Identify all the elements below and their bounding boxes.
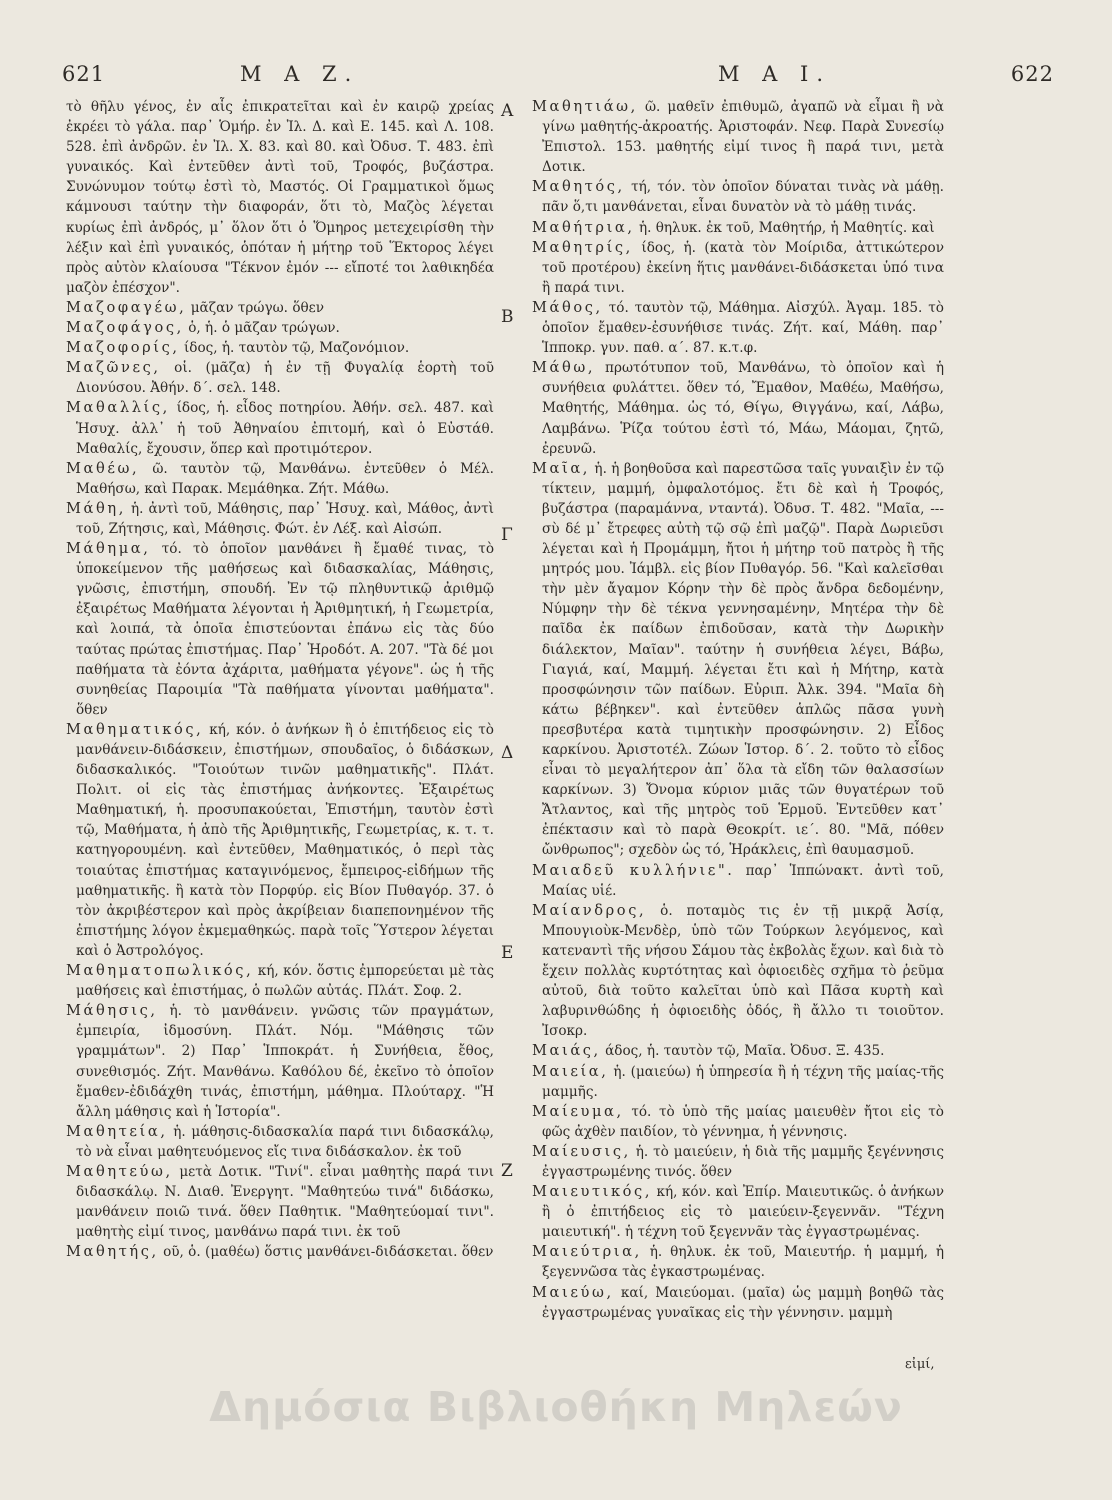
dictionary-entry (532, 238, 944, 298)
dictionary-entry (66, 539, 494, 720)
entry-headword: Μαθητρίς, (532, 238, 633, 256)
entry-definition: ἡ. θηλυκ. ἐκ τοῦ, Μαιευτήρ. ἡ μαμμή, ἡ ξεγεννῶσα τὰς ἐγκαστρωμένας. (542, 1244, 944, 1281)
entry-definition: ὁ, ἡ. ὁ μᾶζαν τρώγων. (188, 320, 340, 337)
gutter-letter: Ε (501, 943, 514, 963)
entry-headword: Μαθητεία, (66, 1122, 168, 1140)
right-page-number: 622 (1010, 62, 1054, 86)
left-running-head: Μ Α Ζ. (240, 62, 360, 86)
entry-headword: Μάθη, (66, 499, 126, 517)
dictionary-entry (532, 177, 944, 217)
entry-definition: ἡ. (μαιεύω) ἡ ὑπηρεσία ἢ ἡ τέχνη τῆς μαίας-τῆς μαμμῆς. (542, 1063, 944, 1100)
entry-definition: τή, τόν. τὸν ὁποῖον δύναται τινὰς νὰ μάθῃ. πᾶν ὅ,τι μανθάνεται, εἶναι δυνατὸν νὰ τὸ μάθῃ τινάς. (542, 179, 944, 216)
dictionary-entry (532, 97, 944, 177)
entry-headword: Μαθηματικός, (66, 720, 204, 738)
dictionary-entry (532, 218, 944, 238)
gutter-letters (497, 97, 527, 1497)
dictionary-entry (66, 398, 494, 458)
entry-headword: Μάθω, (532, 359, 596, 377)
entry-headword: Μαίανδρος, (532, 901, 647, 919)
entry-definition: ῶ. μαθεῖν ἐπιθυμῶ, ἀγαπῶ νὰ εἶμαι ἢ νὰ γίνω μαθητής-ἀκροατής. Ἀριστοφάν. Νεφ. Παρὰ Συνεσίῳ Ἐπιστολ. 153. μαθητής εἰμί τινος ἢ παρά τινι, μετὰ Δοτικ. (542, 99, 944, 176)
dictionary-entry (66, 318, 494, 338)
entry-headword: Μάθος, (532, 298, 603, 316)
dictionary-entry (66, 1242, 494, 1262)
entry-headword: Μαιαδεῦ κυλλήνιε". (532, 861, 735, 879)
dictionary-entry (66, 298, 494, 318)
entry-headword: Μαζοφορίς, (66, 339, 180, 357)
gutter-letter: Α (501, 101, 514, 121)
continued-entry-text: τὸ θῆλυ γένος, ἐν αἷς ἐπικρατεῖται καὶ ἐν καιρῷ χρείας ἐκρέει τὸ γάλα. παρ᾽ Ὁμήρ. ἐν Ἰλ. Δ. καὶ Ε. 145. καὶ Λ. 108. 528. ἐπὶ ἀνδρῶν. ἐν Ἰλ. Χ. 83. καὶ 80. καὶ Ὀδυσ. Τ. 483. ἐπὶ γυναικός. Καὶ ἐντεῦθεν ἀντὶ τοῦ, Τροφός, βυζάστρα. Συνώνυμον τούτῳ ἐστὶ τὸ, Μαστός. Οἱ Γραμματικοὶ ὅμως κάμνουσι ταύτην τὴν διαφοράν, ὅτι τὸ, Μαζὸς λέγεται κυρίως ἐπὶ ἀνδρός, μ᾽ ὅλον ὅτι ὁ Ὅμηρος μετεχειρίσθη τὴν λέξιν καὶ ἐπὶ γυναικός, ὁπόταν ἡ μήτηρ τοῦ Ἕκτορος λέγει πρὸς αὐτὸν κλαίουσα "Τέκνον ἐμόν --- εἴποτέ τοι λαθικηδέα μαζὸν ἐπέσχον". (66, 99, 494, 296)
dictionary-entry (66, 358, 494, 398)
entry-definition: τό. τὸ ὑπὸ τῆς μαίας μαιευθὲν ἤτοι εἰς τὸ φῶς ἀχθὲν παιδίον, τὸ γέννημα, ἡ γέννησις. (542, 1103, 944, 1140)
entry-definition: ίδος, ἡ. ταυτὸν τῷ, Μαζονόμιον. (183, 340, 410, 357)
entry-definition: καί, Μαιεύομαι. (μαῖα) ὡς μαμμὴ βοηθῶ τὰς ἐγγαστρωμένας γυναῖκας εἰς τὴν γέννησιν. μαμμὴ (542, 1284, 944, 1321)
entry-headword: Μαθητιάω, (532, 98, 638, 115)
entry-headword: Μαιεύω, (532, 1283, 614, 1301)
left-page-number: 621 (62, 62, 106, 86)
entry-headword: Μαιάς, (532, 1042, 601, 1060)
entry-headword: Μαθητεύω, (66, 1162, 173, 1180)
dictionary-entry (532, 901, 944, 1042)
entry-headword: Μαζοφαγέω, (66, 298, 187, 316)
dictionary-entry (532, 1062, 944, 1102)
entry-headword: Μαζοφάγος, (66, 319, 184, 337)
dictionary-entry (66, 1162, 494, 1242)
entry-definition: ίδος, ἡ. (κατὰ τὸν Μοίριδα, ἀττικώτερον τοῦ προτέρου) ἐκείνη ἥτις μανθάνει-διδάσκεται ὑπό τινα ἢ παρά τινι. (542, 239, 944, 296)
entry-headword: Μαθητός, (532, 178, 625, 196)
entry-definition: άδος, ἡ. ταυτὸν τῷ, Μαῖα. Ὀδυσ. Ξ. 435. (605, 1043, 885, 1060)
entry-headword: Μαθητής, (66, 1243, 159, 1261)
entry-headword: Μαθέω, (66, 459, 140, 477)
dictionary-entry (66, 499, 494, 539)
entry-definition: οῦ, ὁ. (μαθέω) ὅστις μανθάνει-διδάσκεται. ὅθεν (163, 1244, 494, 1261)
dictionary-entry (532, 1102, 944, 1142)
entry-headword: Μαζῶνες, (66, 359, 161, 377)
left-column (66, 97, 494, 1262)
entry-definition: ὁ. ποταμὸς τις ἐν τῇ μικρᾷ Ἀσίᾳ, Μπουγιοὺκ-Μενδὲρ, ὑπὸ τῶν Τούρκων λεγόμενος, καὶ κατεναντὶ τῆς νήσου Σάμου τὰς ἐκβολὰς ἔχων. καὶ διὰ τὸ ἔχειν πολλὰς κυρτότητας καὶ ὀφιοειδὲς σχῆμα τὸ ῥεῦμα αὐτοῦ, διὰ τοῦτο καλεῖται ὑπὸ καὶ Πᾶσα κυρτὴ καὶ λαβυρινθώδης ἡ ὀφιοειδὴς ὁδός, ἢ ἄλλο τι τοιοῦτον. Ἰσοκρ. (542, 902, 945, 1040)
entry-headword: Μαιευτικός, (532, 1183, 653, 1201)
entry-definition: τό. ταυτὸν τῷ, Μάθημα. Αἰσχύλ. Ἀγαμ. 185. τὸ ὁποῖον ἔμαθεν-ἐσυνήθισε τινάς. Ζήτ. καί, Μάθη. παρ᾽ Ἱπποκρ. γυν. παθ. α΄. 87. κ.τ.φ. (542, 299, 944, 357)
gutter-letter: Δ (501, 743, 514, 763)
dictionary-entry (532, 1242, 944, 1282)
entry-definition: κή, κόν. ὅστις ἐμπορεύεται μὲ τὰς μαθήσεις καὶ ἐπιστήμας, ὁ πωλῶν αὐτάς. Πλάτ. Σοφ. 2. (76, 963, 494, 1000)
entry-definition: ἡ. ἀντὶ τοῦ, Μάθησις, παρ᾽ Ἡσυχ. καὶ, Μάθος, ἀντὶ τοῦ, Ζήτησις, καὶ, Μάθησις. Φώτ. ἐν Λέξ. καὶ Αἰσώπ. (76, 500, 494, 537)
dictionary-entry (532, 861, 944, 901)
dictionary-entry (66, 459, 494, 499)
entry-definition: ῶ. ταυτὸν τῷ, Μανθάνω. ἐντεῦθεν ὁ Μέλ. Μαθήσω, καὶ Παρακ. Μεμάθηκα. Ζήτ. Μάθω. (76, 460, 494, 497)
entry-headword: Μάθησις, (66, 1002, 158, 1020)
dictionary-entry (66, 1122, 494, 1162)
dictionary-entry (66, 1001, 494, 1122)
entry-definition: κή, κόν. ὁ ἀνήκων ἢ ὁ ἐπιτήδειος εἰς τὸ μανθάνειν-διδάσκειν, ἐπιστήμων, σπουδαῖος, ὁ διδάσκων, διδασκαλικός. "Τοιούτων τινῶν μαθηματικῆς". Πλάτ. Πολιτ. οἱ εἰς τὰς ἐπιστήμας ἀνήκοντες. Ἐξαιρέτως Μαθηματική, ἡ. προσυπακούεται, Ἐπιστήμη, ταυτὸν ἐστὶ τῷ, Μαθήματα, ἡ ἀπὸ τῆς Ἀριθμητικῆς, Γεωμετρίας, κ. τ. τ. κατηγορουμένη. καὶ ἐντεῦθεν, Μαθηματικός, ὁ περὶ τὰς τοιαύτας ἐπιστήμας καταγινόμενος, ἔμπειρος-εἰδήμων τῆς μαθηματικῆς. ἢ κατὰ τὸν Πορφύρ. εἰς Βίον Πυθαγόρ. 37. ὁ τὸν ἀκριβέστερον καὶ πρὸς ἀκρίβειαν διαπεπονημένον τῆς ἐπιστήμης λόγον ἐκμεμαθηκώς. παρὰ τοῖς Ὕστερον λέγεται καὶ ὁ Ἀστρολόγος. (76, 721, 494, 959)
entry-definition: μᾶζαν τρώγω. ὅθεν (190, 299, 324, 316)
dictionary-entry (532, 298, 944, 358)
entry-headword: Μαθηματοπωλικός, (66, 962, 254, 980)
entry-definition: ίδος, ἡ. εἶδος ποτηρίου. Ἀθήν. σελ. 487. καὶ Ἡσυχ. ἀλλ᾽ ἡ τοῦ Ἀθηναίου ἐπιτομή, καὶ ὁ Εὐστάθ. Μαθαλίς, ἔχουσιν, ὅπερ καὶ προτιμότερον. (76, 400, 494, 457)
entry-definition: ἡ. τὸ μαιεύειν, ἡ διὰ τῆς μαμμῆς ξεγέννησις ἐγγαστρωμένης τινός. ὅθεν (542, 1143, 944, 1180)
entry-headword: Μάθημα, (66, 540, 151, 558)
dictionary-entry (66, 720, 494, 961)
dictionary-entry (532, 459, 944, 861)
page-header (62, 62, 1054, 96)
dictionary-entry (66, 338, 494, 358)
entry-headword: Μαιεύτρια, (532, 1243, 642, 1261)
gutter-letter: Ζ (501, 1161, 513, 1181)
gutter-letter: Γ (501, 525, 513, 545)
right-column (532, 97, 944, 1323)
entry-definition: πρωτότυπον τοῦ, Μανθάνω, τὸ ὁποῖον καὶ ἡ συνήθεια φυλάττει. ὅθεν τό, Ἔμαθον, Μαθέω, Μαθήσω, Μαθητής, Μάθημα. ὡς τό, Θίγω, Θιγγάνω, καί, Λάβω, Λαμβάνω. Ῥίζα τούτου ἐστὶ τό, Μάω, Μάομαι, ζητῶ, ἐρευνῶ. (542, 360, 944, 457)
entry-headword: Μαίευμα, (532, 1102, 624, 1120)
entry-headword: Μαῖα, (532, 459, 591, 477)
gutter-letter: Β (501, 307, 514, 327)
dictionary-entry (532, 1283, 944, 1323)
entry-headword: Μαθαλλίς, (66, 399, 170, 417)
entry-definition: ἡ. ἡ βοηθοῦσα καὶ παρεστῶσα ταῖς γυναιξὶν ἐν τῷ τίκτειν, μαμμή, ὀμφαλοτόμος. ἔτι δὲ καὶ ἡ Τροφός, βυζάστρα (παραμάννα, νταντά). Ὀδυσ. Τ. 482. "Μαῖα, --- σὺ δέ μ᾽ ἔτρεφες αὐτὴ τῷ σῷ ἐπὶ μαζῷ". Παρὰ Δωριεῦσι λέγεται καὶ ἡ Προμάμμη, ἤτοι ἡ μήτηρ τοῦ πατρὸς ἢ τῆς μητρός μου. Ἰάμβλ. εἰς βίον Πυθαγόρ. 56. "Καὶ καλεῖσθαι τὴν μὲν ἄγαμον Κόρην τὴν δὲ πρὸς ἄνδρα δεδομένην, Νύμφην τὴν δὲ τέκνα γεννησαμένην, Μητέρα τὴν δὲ παῖδα ἐκ παίδων ἐπιδοῦσαν, κατὰ τὴν Δωρικὴν διάλεκτον, Μαῖαν". ταύτην ἡ συνήθεια λέγει, Βάβω, Γιαγιά, καί, Μαμμή. λέγεται ἔτι καὶ ἡ Μήτηρ, κατὰ προσφώνησιν τῶν παίδων. Εὐριπ. Ἀλκ. 394. "Μαῖα δὴ κάτω βέβηκεν". καὶ ἐντεῦθεν ἁπλῶς πᾶσα γυνὴ πρεσβυτέρα κατὰ τιμητικὴν προσφώνησιν. 2) Εἶδος καρκίνου. Ἀριστοτέλ. Ζώων Ἱστορ. δ΄. 2. τοῦτο τὸ εἶδος εἶναι τὸ μεγαλήτερον ἀπ᾽ ὅλα τὰ εἴδη τῶν θαλασσίων καρκίνων. 3) Ὄνομα κύριον μιᾶς τῶν θυγατέρων τοῦ Ἄτλαντος, καὶ τῆς μητρὸς τοῦ Ἑρμοῦ. Ἐντεῦθεν κατ᾽ ἐπέκτασιν καὶ τὸ παρὰ Θεοκρίτ. ιε΄. 80. "Μᾶ, πόθεν ὤνθρωπος"; σχεδὸν ὡς τό, Ἡράκλεις, ἐπὶ θαυμασμοῦ. (542, 460, 944, 859)
dictionary-entry (532, 1182, 944, 1242)
entry-headword: Μαιεία, (532, 1062, 609, 1080)
entry-definition: ἡ. μάθησις-διδασκαλία παρά τινι διδασκάλῳ, τὸ νὰ εἶναι μαθητευόμενος εἴς τινα διδάσκαλον. ἐκ τοῦ (76, 1123, 494, 1160)
entry-headword: Μαθήτρια, (532, 218, 635, 236)
dictionary-entry (532, 358, 944, 458)
entry-definition: οἱ. (μᾶζα) ἡ ἐν τῇ Φυγαλίᾳ ἑορτὴ τοῦ Διονύσου. Ἀθήν. δ΄. σελ. 148. (76, 360, 495, 397)
entry-definition: κή, κόν. καὶ Ἐπίρ. Μαιευτικῶς. ὁ ἀνήκων ἢ ὁ ἐπιτήδειος εἰς τὸ μαιεύειν-ξεγεννᾶν. "Τέχνη μαιευτική". ἡ τέχνη τοῦ ξεγεννᾶν τὰς ἐγγαστρωμένας. (542, 1184, 944, 1241)
dictionary-entry (532, 1041, 944, 1061)
library-watermark: Δημόσια Βιβλιοθήκη Μηλεών (209, 1383, 903, 1431)
entry-definition: ἡ. τὸ μανθάνειν. γνῶσις τῶν πραγμάτων, ἐμπειρία, ἰδμοσύνη. Πλάτ. Νόμ. "Μάθησις τῶν γραμμάτων". 2) Παρ᾽ Ἱπποκράτ. ἡ Συνήθεια, ἔθος, συνεθισμός. Ζήτ. Μανθάνω. Καθόλου δέ, ἐκεῖνο τὸ ὁποῖον ἔμαθεν-ἐδιδάχθη τινάς, ἐπιστήμη, μάθημα. Πλούταρχ. "Ἡ ἄλλη μάθησις καὶ ἡ Ἱστορία". (76, 1003, 494, 1120)
dictionary-entry (66, 961, 494, 1001)
entry-definition: μετὰ Δοτικ. "Τινί". εἶναι μαθητὴς παρά τινι διδασκάλῳ. Ν. Διαθ. Ἐνεργητ. "Μαθητεύω τινά" διδάσκω, μανθάνειν ποιῶ τινά. ὅθεν Παθητικ. "Μαθητεύομαί τινι". μαθητὴς εἰμί τινος, μανθάνω παρά τινι. ἐκ τοῦ (76, 1163, 494, 1241)
dictionary-entry (532, 1142, 944, 1182)
entry-headword: Μαίευσις, (532, 1142, 631, 1160)
entry-definition: παρ᾽ Ἱππώνακτ. ἀντὶ τοῦ, Μαίας υἱέ. (542, 862, 944, 899)
entry-definition: τό. τὸ ὁποῖον μανθάνει ἢ ἔμαθέ τινας, τὸ ὑποκείμενον τῆς μαθήσεως καὶ διδασκαλίας, Μάθησις, γνῶσις, ἐπιστήμη, σπουδή. Ἐν τῷ πληθυντικῷ ἀριθμῷ ἐξαιρέτως Μαθήματα λέγονται ἡ Ἀριθμητική, ἡ Γεωμετρία, καὶ λοιπά, τὰ ὁποῖα ἐπιστεύονται ἐπάνω εἰς τὰς δύο ταύτας πρώτας ἐπιστήμας. Παρ᾽ Ἡροδότ. Α. 207. "Τὰ δέ μοι παθήματα τὰ ἐόντα ἀχάριτα, μαθήματα γέγονε". ὡς ἡ τῆς συνηθείας Παροιμία "Τὰ παθήματα γίνονται μαθήματα". ὅθεν (76, 541, 495, 718)
page-bottom-fragment: εἰμί, (905, 1357, 935, 1372)
right-running-head: Μ Α Ι. (718, 62, 831, 86)
entry-definition: ἡ. θηλυκ. ἐκ τοῦ, Μαθητήρ, ἡ Μαθητίς. καὶ (638, 219, 935, 236)
